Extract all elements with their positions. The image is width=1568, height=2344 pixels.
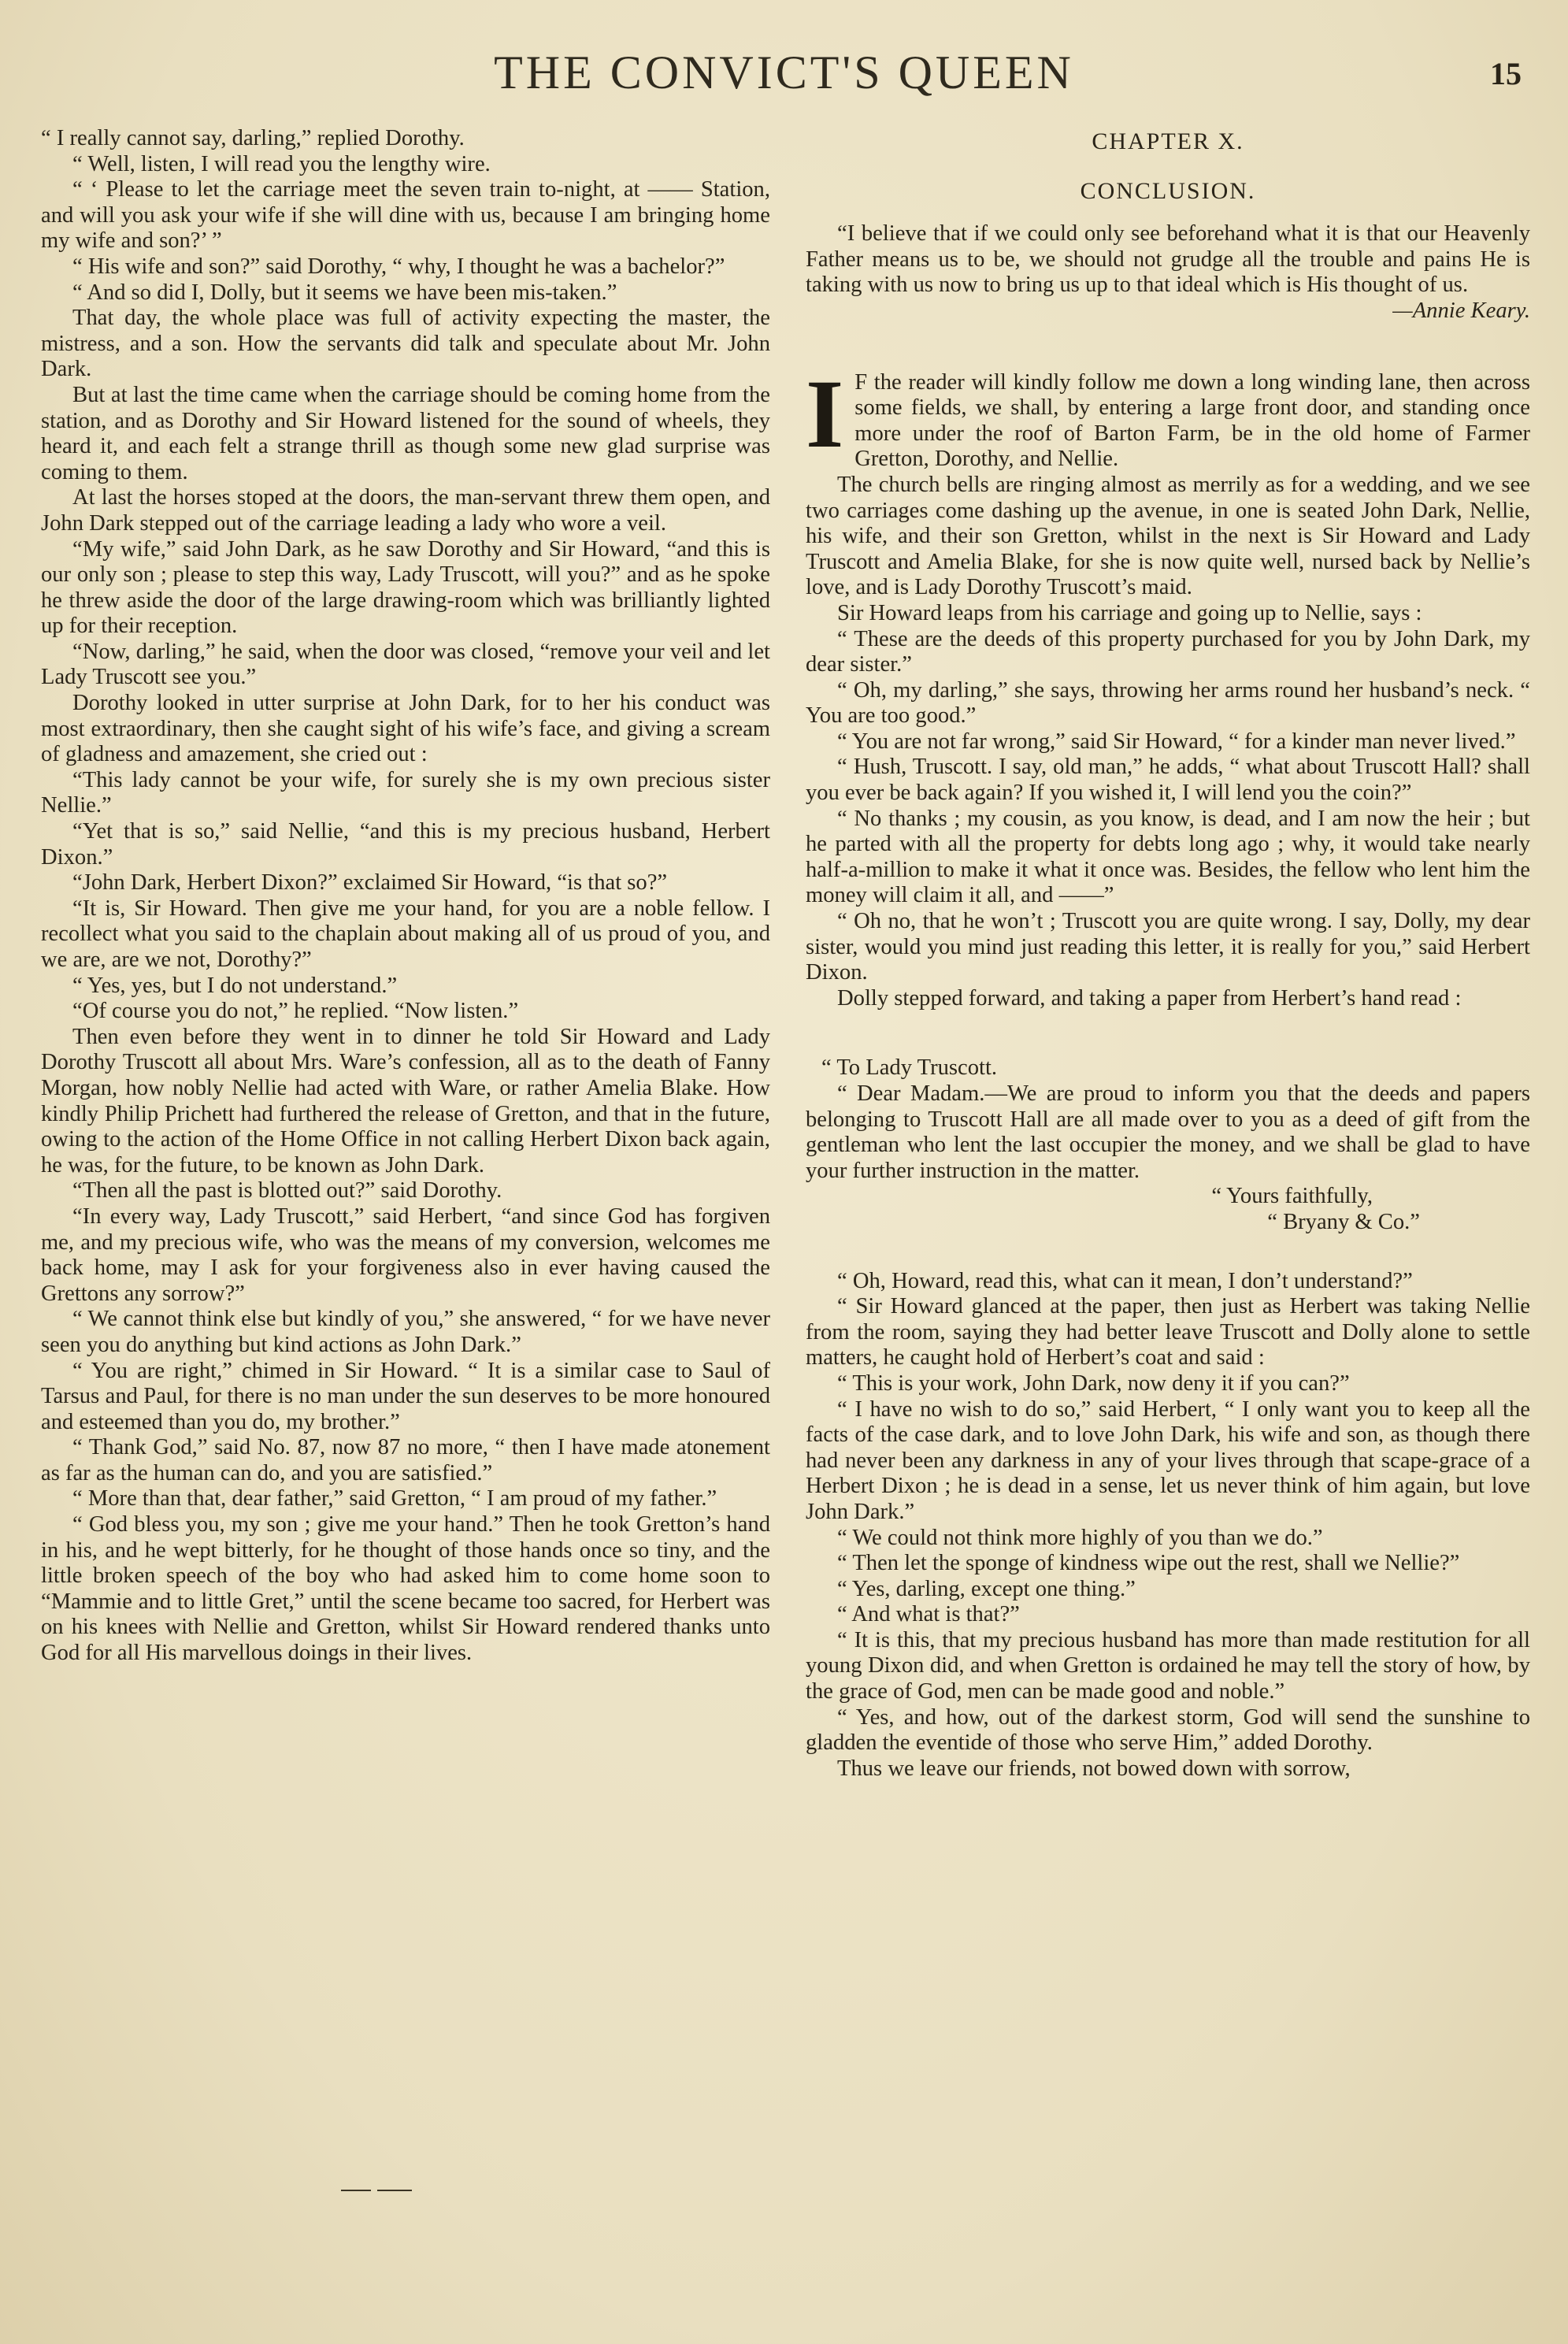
letter-salutation: “ To Lady Truscott. bbox=[821, 1055, 998, 1081]
paragraph: “ Sir Howard glanced at the paper, then just as Herbert was taking Nellie from the room, saying they had better leave Truscott and Dolly alone to settle matters, he caught hold of Herbert’s coat and said : bbox=[806, 1294, 1530, 1370]
paragraph: “ ‘ Please to let the carriage meet the seven train to-night, at —— Station, and will you ask your wife if she will dine with us, because I am bringing home my wife and son?’ ” bbox=[41, 177, 770, 254]
paragraph: But at last the time came when the carriage should be coming home from the station, and as Dorothy and Sir Howard listened for the sound of wheels, they heard it, and each felt a strange thrill as though some new glad surprise was coming to them. bbox=[41, 382, 770, 484]
paragraph: The church bells are ringing almost as merrily as for a wedding, and we see two carriages come dashing up the avenue, in one is seated John Dark, Nellie, his wife, and their son Gretton, whilst in the next is Sir Howard and Lady Truscott and Amelia Blake, for she is now quite well, nursed back by Nellie’s love, and is Lady Dorothy Truscott’s maid. bbox=[806, 472, 1530, 600]
paragraph: “ I really cannot say, darling,” replied Dorothy. bbox=[41, 126, 465, 150]
paragraph: “ Oh no, that he won’t ; Truscott you are quite wrong. I say, Dolly, my dear sister, would you mind just reading this letter, it is really for you,” said Herbert Dixon. bbox=[806, 909, 1530, 985]
paragraph: “ It is this, that my precious husband has more than made restitution for all young Dixon did, and when Gretton is ordained he may tell the story of how, by the grace of God, men can be made good and noble.” bbox=[806, 1627, 1530, 1704]
section-end-ornament bbox=[341, 2188, 412, 2193]
right-column bbox=[806, 126, 1530, 1782]
epigraph: “I believe that if we could only see beforehand what it is that our Heavenly Father means us to be, we should not grudge all the trouble and pains He is taking with us now to bring us up to that ideal which is His thought of us. bbox=[806, 221, 1530, 298]
paragraph: “ Yes, yes, but I do not understand.” bbox=[72, 973, 398, 998]
paragraph: Dolly stepped forward, and taking a paper from Herbert’s hand read : bbox=[837, 985, 1462, 1011]
chapter-heading: CHAPTER X. bbox=[1092, 128, 1244, 154]
paragraph: “This lady cannot be your wife, for surely she is my own precious sister Nellie.” bbox=[41, 767, 770, 818]
paragraph: “ More than that, dear father,” said Gretton, “ I am proud of my father.” bbox=[72, 1486, 717, 1511]
paragraph: “ His wife and son?” said Dorothy, “ why, I thought he was a bachelor?” bbox=[72, 254, 725, 279]
opening-paragraph bbox=[806, 359, 1530, 473]
paragraph: “It is, Sir Howard. Then give me your hand, for you are a noble fellow. I recollect what you said to the chaplain about making all of us proud of you, and we are, are we not, Dorothy?” bbox=[41, 896, 770, 972]
paragraph: “ And what is that?” bbox=[837, 1602, 1020, 1627]
paragraph: At last the horses stoped at the doors, the man-servant threw them open, and John Dark stepped out of the carriage leading a lady who wore a veil. bbox=[41, 485, 770, 536]
paragraph: “ Oh, Howard, read this, what can it mean, I don’t understand?” bbox=[837, 1268, 1413, 1293]
paragraph: Then even before they went in to dinner he told Sir Howard and Lady Dorothy Truscott all about Mrs. Ware’s confession, all as to the death of Fanny Morgan, how nobly Nellie had acted with Ware, or rather Amelia Blake. How kindly Philip Prichett had furthered the release of Gretton, and that in the future, owing to the action of the Home Office in not calling Herbert Dixon back again, he was, for the future, to be known as John Dark. bbox=[41, 1024, 770, 1178]
paragraph: “Now, darling,” he said, when the door was closed, “remove your veil and let Lady Truscott see you.” bbox=[41, 639, 770, 690]
paragraph: “ God bless you, my son ; give me your hand.” Then he took Gretton’s hand in his, and he wept bitterly, for he thought of those hands once so tiny, and the little broken speech of the boy who had asked him to come home soon to “Mammie and to little Gret,” until the scene became too sacred, for Herbert was on his knees with Nellie and Gretton, whilst Sir Howard rendered thanks unto God for all His marvellous doings in their lives. bbox=[41, 1512, 770, 1666]
paragraph: That day, the whole place was full of activity expecting the master, the mistress, and a son. How the servants did talk and speculate about Mr. John Dark. bbox=[41, 306, 770, 382]
letter-body: “ Dear Madam.—We are proud to inform you that the deeds and papers belonging to Truscott Hall are all made over to you as a deed of gift from the gentleman who lent the last occupier the money, and we shall be glad to have your further instruction in the matter. bbox=[806, 1081, 1530, 1183]
paragraph: “Then all the past is blotted out?” said Dorothy. bbox=[72, 1178, 502, 1204]
paragraph: “ Well, listen, I will read you the lengthy wire. bbox=[72, 151, 491, 176]
paragraph: Dorothy looked in utter surprise at John Dark, for to her his conduct was most extraordinary, then she caught sight of his wife’s face, and giving a scream of gladness and amazement, she cried out : bbox=[41, 691, 770, 767]
paragraph: Thus we leave our friends, not bowed down with sorrow, bbox=[837, 1756, 1351, 1781]
paragraph: “ You are not far wrong,” said Sir Howard, “ for a kinder man never lived.” bbox=[837, 729, 1516, 754]
paragraph: “ Hush, Truscott. I say, old man,” he adds, “ what about Truscott Hall? shall you ever be back again? If you wished it, I will lend you the coin?” bbox=[806, 755, 1530, 806]
running-title: THE CONVICT'S QUEEN bbox=[494, 46, 1074, 98]
paragraph: “ This is your work, John Dark, now deny it if you can?” bbox=[837, 1370, 1350, 1396]
page-number: 15 bbox=[1490, 56, 1522, 91]
left-column bbox=[41, 126, 770, 1667]
paragraph: “John Dark, Herbert Dixon?” exclaimed Sir Howard, “is that so?” bbox=[72, 870, 668, 896]
paragraph: “ I have no wish to do so,” said Herbert, “ I only want you to keep all the facts of the case dark, and to love John Dark, his wife and son, as though there had never been any darkness in any of your lives through that scape-grace of a Herbert Dixon ; he is dead in a sense, let us never think of him again, but love John Dark.” bbox=[806, 1396, 1530, 1524]
paragraph: “ We could not think more highly of you than we do.” bbox=[837, 1525, 1323, 1550]
letter-closing: “ Yours faithfully, bbox=[1211, 1184, 1373, 1209]
paragraph: “ No thanks ; my cousin, as you know, is dead, and I am now the heir ; but he parted with all the property for debts long ago ; why, it would take nearly half-a-million to make it what it once was. Besides, the fellow who lent him the money will claim it all, and ——” bbox=[806, 806, 1530, 908]
paragraph: “In every way, Lady Truscott,” said Herbert, “and since God has forgiven me, and my precious wife, who was the means of my conversion, welcomes me back home, may I ask for your forgiveness also in ever having caused the Grettons any sorrow?” bbox=[41, 1204, 770, 1306]
epigraph-attribution: —Annie Keary. bbox=[1392, 298, 1530, 323]
chapter-title: CONCLUSION. bbox=[1080, 177, 1256, 204]
paragraph: “ We cannot think else but kindly of you,” she answered, “ for we have never seen you do anything but kind actions as John Dark.” bbox=[41, 1307, 770, 1357]
paragraph: “ Oh, my darling,” she says, throwing her arms round her husband’s neck. “ You are too good.” bbox=[806, 677, 1530, 729]
paragraph: “Yet that is so,” said Nellie, “and this is my precious husband, Herbert Dixon.” bbox=[41, 819, 770, 870]
paragraph: “ You are right,” chimed in Sir Howard. “ It is a similar case to Saul of Tarsus and Paul, for there is no man under the sun deserves to be more honoured and esteemed than you do, my brother.” bbox=[41, 1358, 770, 1434]
paragraph: Sir Howard leaps from his carriage and going up to Nellie, says : bbox=[837, 600, 1422, 625]
opening-paragraph-text: F the reader will kindly follow me down a long winding lane, then across some fields, we shall, by entering a large front door, and standing once more under the roof of Barton Farm, be in the old home of Farmer Gretton, Dorothy, and Nellie. bbox=[854, 369, 1530, 472]
paragraph: “Of course you do not,” he replied. “Now listen.” bbox=[72, 999, 519, 1024]
paragraph: “ Yes, darling, except one thing.” bbox=[837, 1576, 1136, 1601]
paragraph: “My wife,” said John Dark, as he saw Dorothy and Sir Howard, “and this is our only son ; please to step this way, Lady Truscott, will you?” and as he spoke he threw aside the door of the large drawing-room which was brilliantly lighted up for their reception. bbox=[41, 536, 770, 639]
paragraph: “ And so did I, Dolly, but it seems we have been mis-taken.” bbox=[72, 280, 617, 305]
letter-signature: “ Bryany & Co.” bbox=[1267, 1209, 1420, 1234]
paragraph: “ These are the deeds of this property purchased for you by John Dark, my dear sister.” bbox=[806, 626, 1530, 677]
paragraph: “ Yes, and how, out of the darkest storm, God will send the sunshine to gladden the eventide of those who serve Him,” added Dorothy. bbox=[806, 1704, 1530, 1756]
drop-cap: I bbox=[806, 359, 844, 468]
paragraph: “ Thank God,” said No. 87, now 87 no more, “ then I have made atonement as far as the human can do, and you are satisfied.” bbox=[41, 1435, 770, 1485]
paragraph: “ Then let the sponge of kindness wipe out the rest, shall we Nellie?” bbox=[837, 1551, 1460, 1576]
